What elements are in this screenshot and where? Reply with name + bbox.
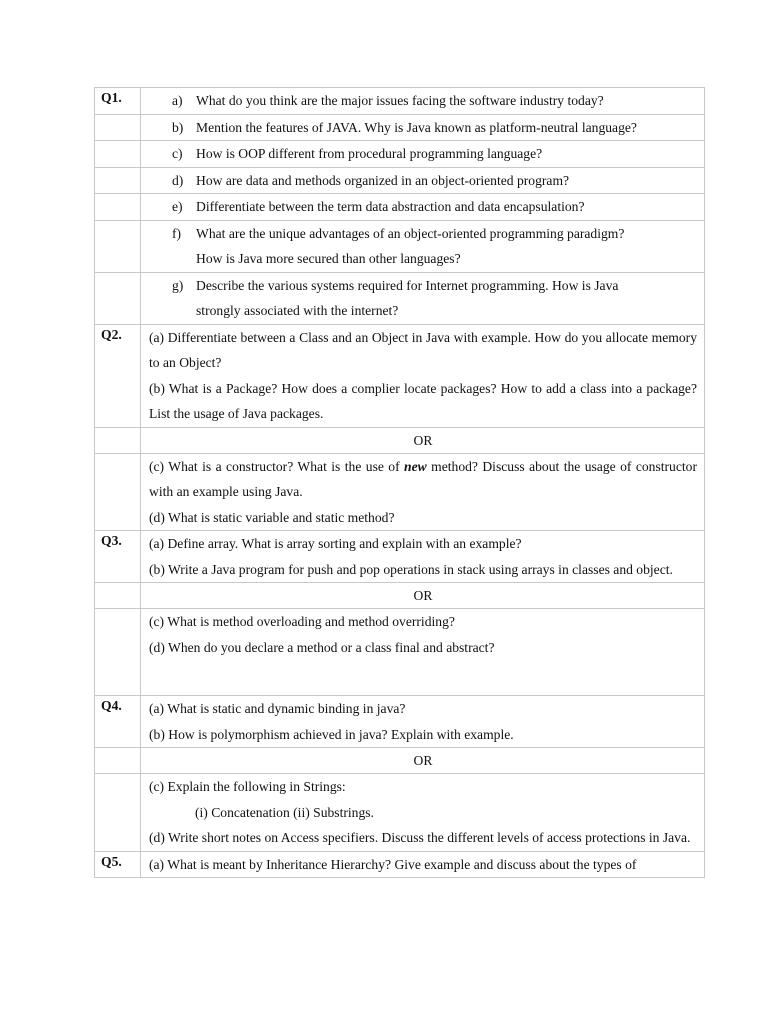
sub-question-letter: a) — [172, 93, 183, 108]
questions-table — [94, 87, 705, 878]
sub-question-letter: e) — [172, 199, 183, 214]
q1-row-d — [95, 167, 705, 194]
sub-question-text: What are the unique advantages of an object-oriented programming paradigm? — [196, 225, 625, 241]
sub-question-text: How is OOP different from procedural programming language? — [196, 146, 543, 161]
q1-row-e — [95, 194, 705, 221]
sub-question-text: strongly associated with the internet? — [196, 303, 399, 318]
q2-part-b: (b) What is a Package? How does a complier locate packages? How to add a class into a package? List the usage of Java packages. — [149, 380, 697, 421]
q1-row-f — [95, 220, 705, 272]
sub-question — [149, 168, 697, 194]
q4-part-b: (b) How is polymorphism achieved in java? Explain with example. — [149, 726, 514, 742]
or-divider: OR — [141, 748, 705, 774]
q4-part-c-items: (i) Concatenation (ii) Substrings. — [195, 804, 374, 820]
q4-row-ab — [95, 696, 705, 748]
q3-part-d: (d) When do you declare a method or a class final and abstract? — [149, 639, 495, 655]
question-number: Q5. — [95, 851, 141, 878]
question-number: Q4. — [95, 696, 141, 748]
q1-row-g — [95, 272, 705, 324]
sub-question — [149, 115, 697, 141]
sub-question-letter: g) — [172, 277, 184, 293]
sub-question-text: How are data and methods organized in an object-oriented program? — [196, 172, 570, 188]
sub-question — [149, 194, 697, 220]
q2-part-c: (c) What is a constructor? What is the use of new method? Discuss about the usage of constructor with an example using Java. — [149, 458, 697, 499]
q5-part-a: (a) What is meant by Inheritance Hierarchy? Give example and discuss about the types of — [149, 856, 637, 872]
q4-part-d: (d) Write short notes on Access specifiers. Discuss the different levels of access protections in Java. — [149, 830, 691, 845]
question-number: Q1. — [95, 88, 141, 115]
q4-part-a: (a) What is static and dynamic binding in java? — [149, 701, 406, 716]
sub-question-text: Mention the features of JAVA. Why is Java known as platform-neutral language? — [196, 119, 637, 135]
q3-part-a: (a) Define array. What is array sorting and explain with an example? — [149, 536, 522, 551]
q2-row-cd — [95, 453, 705, 531]
sub-question-letter: b) — [172, 119, 184, 135]
sub-question — [149, 221, 697, 247]
q2-part-a: (a) Differentiate between a Class and an Object in Java with example. How do you allocate memory to an Object? — [149, 329, 697, 370]
sub-question — [149, 141, 697, 167]
q3-row-ab — [95, 531, 705, 583]
q3-row-cd — [95, 609, 705, 696]
or-divider: OR — [141, 583, 705, 609]
q5-row-a — [95, 851, 705, 878]
q1-row-c — [95, 141, 705, 168]
question-number: Q2. — [95, 324, 141, 427]
sub-question-text: Differentiate between the term data abstraction and data encapsulation? — [196, 199, 585, 214]
q4-or-row — [95, 748, 705, 774]
sub-question-text: How is Java more secured than other languages? — [196, 251, 461, 266]
sub-question-letter: d) — [172, 172, 184, 188]
q3-part-c: (c) What is method overloading and method overriding? — [149, 614, 455, 629]
q2-part-d: (d) What is static variable and static method? — [149, 509, 395, 525]
sub-question-letter: c) — [172, 146, 183, 161]
q1-row-b — [95, 114, 705, 141]
sub-question-letter: f) — [172, 225, 182, 241]
q2-or-row — [95, 427, 705, 453]
sub-question-text: Describe the various systems required for Internet programming. How is Java — [196, 277, 619, 293]
question-number: Q3. — [95, 531, 141, 583]
q1-row-a — [95, 88, 705, 115]
q2-row-ab — [95, 324, 705, 427]
q3-part-b: (b) Write a Java program for push and pop operations in stack using arrays in classes and object. — [149, 561, 673, 577]
sub-question-text: What do you think are the major issues facing the software industry today? — [196, 93, 604, 108]
sub-question — [149, 88, 697, 114]
q4-row-cd — [95, 774, 705, 852]
q3-or-row — [95, 583, 705, 609]
q4-part-c: (c) Explain the following in Strings: — [149, 779, 346, 794]
keyword-new: new — [404, 458, 427, 474]
or-divider: OR — [141, 427, 705, 453]
sub-question — [149, 273, 697, 299]
